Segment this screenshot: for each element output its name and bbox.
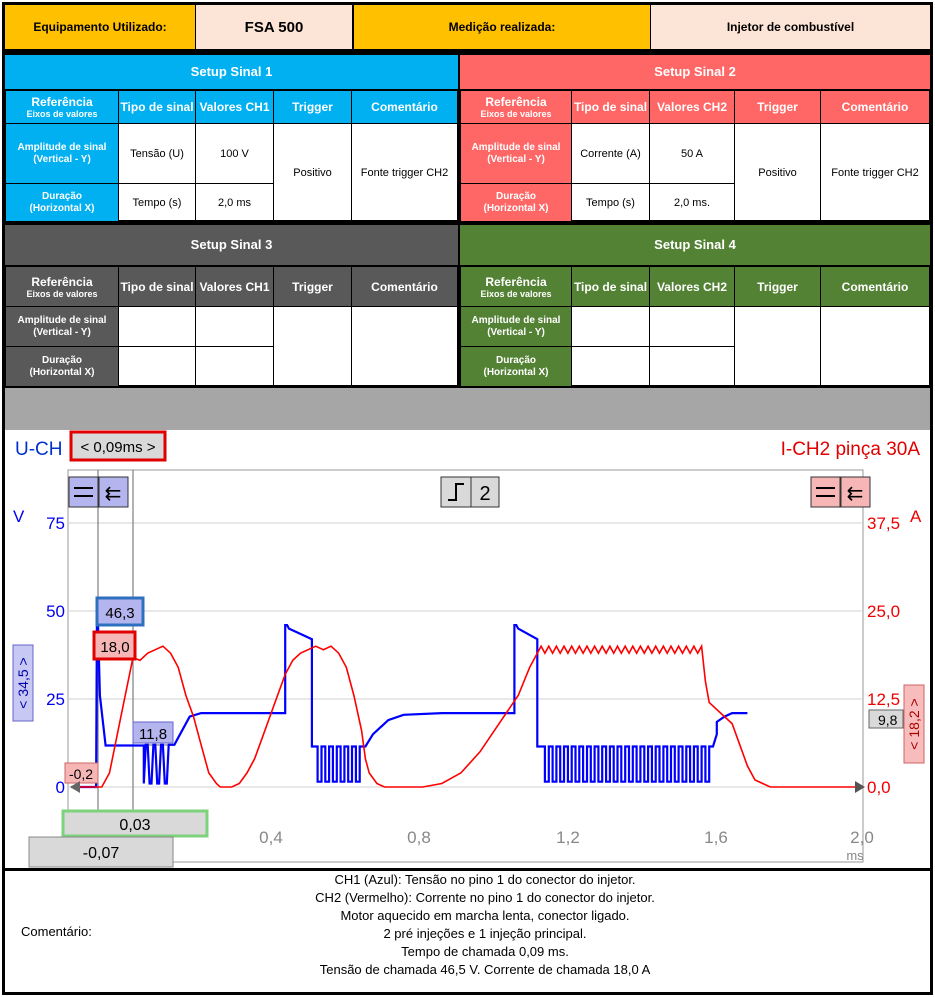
setup-sinal-4	[458, 222, 933, 388]
setup-3-col-trigger: Trigger	[274, 267, 352, 307]
right-unit: A	[910, 507, 922, 526]
setup-2-col-trigger: Trigger	[735, 91, 821, 124]
setup-1-tipo-duracao: Tempo (s)	[119, 184, 196, 222]
setup-2-trigger: Positivo	[735, 124, 821, 222]
comment-line: Tempo de chamada 0,09 ms.	[401, 944, 569, 959]
setup-2-col-tipo: Tipo de sinal	[572, 91, 650, 124]
setup-4-row-duracao: Duração (Horizontal X)	[461, 347, 572, 387]
trigger-channel: 2	[479, 483, 491, 505]
comment-line: CH2 (Vermelho): Corrente no pino 1 do conector do injetor.	[315, 890, 655, 905]
setup-3-col-tipo: Tipo de sinal	[119, 267, 196, 307]
oscilloscope-panel	[2, 430, 933, 870]
right-tick-37-5: 37,5	[867, 514, 901, 533]
equipment-value: FSA 500	[196, 5, 354, 49]
setup-1-col-referencia: Referência Eixos de valores	[6, 91, 119, 124]
comment-line: Tensão de chamada 46,5 V. Corrente de chamada 18,0 A	[319, 962, 651, 977]
setup-3-valor-duracao	[196, 347, 274, 387]
setup-sinal-2	[458, 52, 933, 223]
setup-4-col-trigger: Trigger	[735, 267, 821, 307]
arrow-left-icon: ⇇	[104, 483, 122, 505]
ch1-scale-button[interactable]	[69, 477, 98, 507]
ch2-label: I-CH2 pinça 30A	[780, 439, 920, 460]
ch2-range-control[interactable]	[904, 685, 924, 763]
setup-1-comentario: Fonte trigger CH2	[352, 124, 458, 222]
left-tick-0: 0	[55, 778, 65, 797]
setup-1-tipo-amplitude: Tensão (U)	[119, 124, 196, 184]
setup-4-trigger	[735, 307, 821, 387]
setup-1-valor-duracao: 2,0 ms	[196, 184, 274, 222]
setup-1-col-tipo: Tipo de sinal	[119, 91, 196, 124]
trigger-button[interactable]	[441, 477, 499, 507]
comment-box	[2, 868, 933, 995]
left-unit: V	[13, 507, 25, 526]
svg-text:18,0: 18,0	[100, 639, 130, 656]
setup-2-col-valores: Valores CH2	[650, 91, 735, 124]
setup-3-col-referencia: Referência Eixos de valores	[6, 267, 119, 307]
x-tick-1-2: 1,2	[556, 828, 580, 847]
svg-text:< 34,5 >: < 34,5 >	[15, 657, 31, 709]
cursor-x2-readout[interactable]	[29, 837, 173, 867]
svg-text:< 18,2 >: < 18,2 >	[906, 698, 922, 750]
setup-3-valor-amplitude	[196, 307, 274, 347]
oscilloscope-svg	[5, 430, 930, 870]
svg-text:11,8: 11,8	[138, 726, 168, 743]
setup-2-valor-amplitude: 50 A	[650, 124, 735, 184]
offset-amp-badge	[65, 763, 98, 783]
setup-4-col-tipo: Tipo de sinal	[572, 267, 650, 307]
setup-3-comentario	[352, 307, 458, 387]
x-tick-1-6: 1,6	[704, 828, 728, 847]
svg-text:0,03: 0,03	[119, 817, 151, 834]
setup-4-tipo-duracao	[572, 347, 650, 387]
comment-text	[235, 871, 735, 979]
setup-2-row-amplitude: Amplitude de sinal (Vertical - Y)	[461, 124, 572, 184]
setup-4-row-amplitude: Amplitude de sinal (Vertical - Y)	[461, 307, 572, 347]
left-tick-75: 75	[46, 514, 65, 533]
plot-area	[68, 470, 863, 862]
setup-4-col-valores: Valores CH2	[650, 267, 735, 307]
setup-3-tipo-duracao	[119, 347, 196, 387]
right-tick-12-5: 12,5	[867, 690, 901, 709]
setup-1-col-trigger: Trigger	[274, 91, 352, 124]
setup-4-col-referencia: Referência Eixos de valores	[461, 267, 572, 307]
separator-band	[2, 388, 933, 430]
comment-label: Comentário:	[21, 924, 92, 939]
setup-3-title: Setup Sinal 3	[5, 225, 458, 266]
equipment-label: Equipamento Utilizado:	[5, 5, 196, 49]
right-tick-25: 25,0	[867, 602, 901, 621]
setup-1-valor-amplitude: 100 V	[196, 124, 274, 184]
x-unit: ms	[846, 848, 864, 863]
left-tick-25: 25	[46, 690, 65, 709]
svg-text:46,3: 46,3	[105, 605, 135, 622]
setup-4-tipo-amplitude	[572, 307, 650, 347]
svg-text:-0,07: -0,07	[82, 845, 120, 862]
setup-1-col-comentario: Comentário	[352, 91, 458, 124]
cursor-volt-badge	[97, 598, 143, 625]
setup-1-row-amplitude: Amplitude de sinal (Vertical - Y)	[6, 124, 119, 184]
setup-3-row-amplitude: Amplitude de sinal (Vertical - Y)	[6, 307, 119, 347]
ch1-label: U-CH	[15, 439, 63, 460]
setup-4-col-comentario: Comentário	[821, 267, 930, 307]
ch1-offset-button[interactable]	[99, 477, 128, 507]
header-bar	[2, 2, 933, 52]
setup-3-row-duracao: Duração (Horizontal X)	[6, 347, 119, 387]
x-tick-0-4: 0,4	[259, 828, 283, 847]
setup-2-row-duracao: Duração (Horizontal X)	[461, 184, 572, 222]
right-tick-0: 0,0	[867, 778, 891, 797]
x-tick-2-0: 2,0	[850, 828, 874, 847]
comment-line: 2 pré injeções e 1 injeção principal.	[383, 926, 587, 941]
arrow-left-icon: ⇇	[846, 483, 864, 505]
svg-text:-0,2: -0,2	[68, 766, 94, 782]
measurement-value: Injetor de combustível	[651, 5, 930, 49]
comment-line: Motor aquecido em marcha lenta, conector ligado.	[340, 908, 630, 923]
setup-2-tipo-amplitude: Corrente (A)	[572, 124, 650, 184]
setup-1-row-duracao: Duração (Horizontal X)	[6, 184, 119, 222]
level-volt-badge	[133, 722, 173, 743]
setup-4-title: Setup Sinal 4	[460, 225, 930, 266]
cursor-x1-readout[interactable]	[63, 811, 207, 836]
setup-2-title: Setup Sinal 2	[460, 55, 930, 90]
setup-4-valor-amplitude	[650, 307, 735, 347]
setup-1-trigger: Positivo	[274, 124, 352, 222]
svg-text:9,8: 9,8	[878, 712, 898, 728]
cursor-amp-badge	[94, 632, 135, 659]
setup-2-col-referencia: Referência Eixos de valores	[461, 91, 572, 124]
right-level-badge	[869, 710, 903, 728]
measurement-label: Medição realizada:	[354, 5, 651, 49]
ch2-scale-button[interactable]	[811, 477, 840, 507]
setup-2-tipo-duracao: Tempo (s)	[572, 184, 650, 222]
setup-1-title: Setup Sinal 1	[5, 55, 458, 90]
setup-sinal-3	[2, 222, 459, 388]
time-marker: < 0,09ms >	[80, 439, 156, 456]
comment-line: CH1 (Azul): Tensão no pino 1 do conector do injetor.	[334, 872, 636, 887]
ch2-offset-button[interactable]	[841, 477, 870, 507]
setup-4-comentario	[821, 307, 930, 387]
setup-2-comentario: Fonte trigger CH2	[821, 124, 930, 222]
setup-sinal-1	[2, 52, 459, 223]
ch1-range-control[interactable]	[13, 645, 33, 721]
setup-3-trigger	[274, 307, 352, 387]
setup-2-col-comentario: Comentário	[821, 91, 930, 124]
setup-1-col-valores: Valores CH1	[196, 91, 274, 124]
setup-3-col-valores: Valores CH1	[196, 267, 274, 307]
setup-3-tipo-amplitude	[119, 307, 196, 347]
setup-2-valor-duracao: 2,0 ms.	[650, 184, 735, 222]
setup-4-valor-duracao	[650, 347, 735, 387]
setup-3-col-comentario: Comentário	[352, 267, 458, 307]
x-tick-0-8: 0,8	[407, 828, 431, 847]
left-tick-50: 50	[46, 602, 65, 621]
